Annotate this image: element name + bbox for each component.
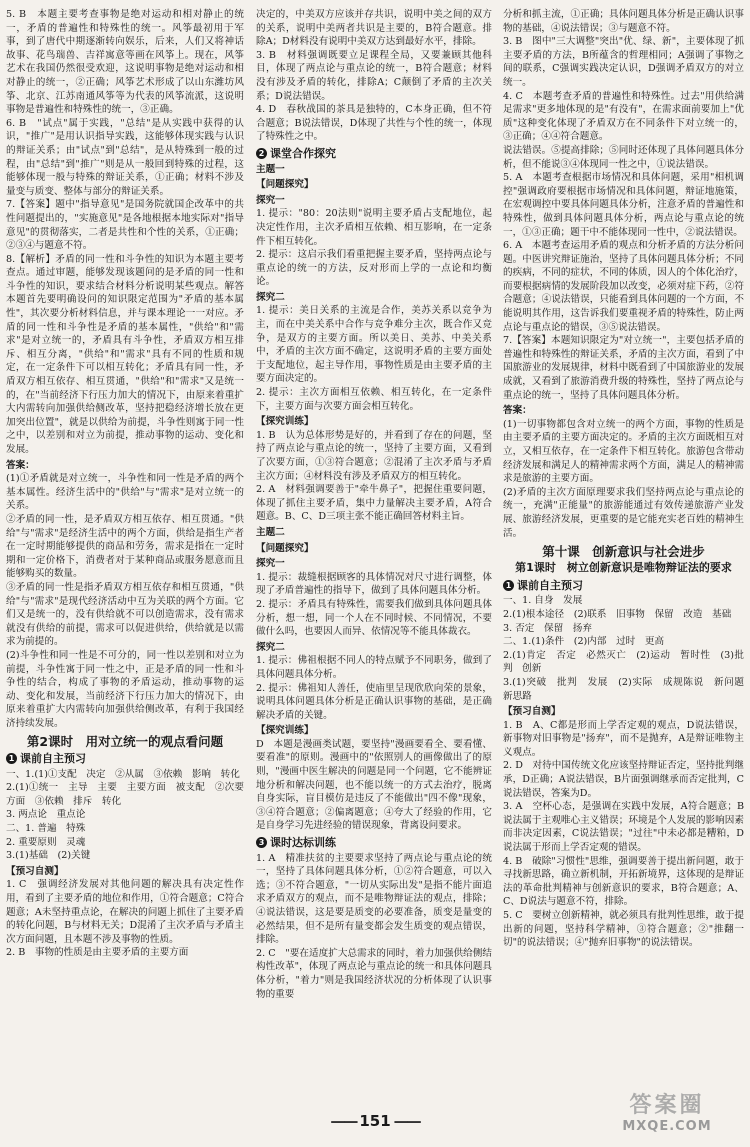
answer-item: 分析和抓主流，①正确；具体问题具体分析是正确认识事物的基础，④说法错误；③与题意不符。: [503, 9, 744, 34]
answer-item: 2. C "要在适度扩大总需求的同时，着力加强供给侧结构性改革"，体现了两点论与重点论的统一和具体问题具体分析，"着力"则是我国经济状况的分析体现了认识事物的重要: [256, 947, 492, 1000]
answer-label: 答案：: [503, 405, 532, 417]
watermark-url: MXQE.COM: [622, 1119, 712, 1134]
answer-item: 2. 提示：矛盾具有特殊性，需要我们做到具体问题具体分析，想一想，同一个人在不同时候、不同情况，不要做什么吗，也要因人而异、依情况等不能具体裁衣。: [256, 598, 492, 638]
topic-heading: 主题二: [256, 526, 285, 538]
answer-item: 6. A 本题考查运用矛盾的观点和分析矛盾的方法分析问题。中医讲究辩证施治，坚持了具体问题具体分析；不同的疾病，不同的症状，不同的体质，因人的个体化治疗，而要根据病情的发展阶段加以改变，必须对症下药，②符合题意；④说法错误，只能看到具体问题的一个方面，不能说明其作用，这告诉我们要重视矛盾的特殊性，防止两点论与重点论的错误，③⑤说法错误。: [503, 240, 744, 333]
answer-item: 5. B 本题主要考查事物是绝对运动和相对静止的统一，矛盾的普遍性和特殊性的统一。风筝最初用于军事，到了唐代中期逐渐转向娱乐，后来，人们又将神话故事、花鸟瑞兽、吉祥寓意等画在风筝上。现在，风筝艺术在我国仍然很受欢迎，这说明事物是绝对运动和相对静止的统一，②正确；风筝艺术形成了以山东潍坊风筝、北京、江苏南通风筝等为代表的风筝流派，这说明事物是普遍性和特殊性的统一，③正确。: [6, 9, 244, 116]
answer-item: (2)矛盾的主次方面原理要求我们坚持两点论与重点论的统一，充满"正能量"的旅游能通过有效传递旅游产业发展、旅游经济发展，更重要的是它能充实老百姓的精神生活。: [503, 486, 744, 539]
lesson-title: 第2课时 用对立统一的观点看问题: [26, 734, 224, 750]
preview-line: 2. 重要原则 灵魂: [6, 836, 86, 848]
column-left: [6, 8, 244, 1110]
answer-item: 决定的，中美双方应该并存共识，说明中美之间的双方的关系，说明中美两者共识是主要的，B符合题意。排除A；D材料没有说明中美双方达到最好水平，排除。: [256, 9, 492, 48]
answer-item: 4. D 春秋战国的茶具是独特的，C本身正确，但不符合题意；B说法错误，D体现了共性与个性的统一，体现了特殊性之中。: [256, 104, 492, 143]
answer-item: 3. B 材料强调既要立足课程全局，又要兼顾其他科目，体现了两点论与重点论的统一，B符合题意；材料没有涉及矛盾的转化，排除A；C颠倒了矛盾的主次关系；D说法错误。: [256, 49, 492, 102]
section-number-icon: 1: [6, 753, 17, 764]
watermark-logo: 答案圈: [629, 1093, 705, 1118]
subheading: 【问题探究】: [256, 542, 314, 554]
explore-label: 探究一: [256, 194, 285, 206]
subheading: 【探究训练】: [256, 416, 314, 428]
preview-line: 3. 两点论 重点论: [6, 809, 86, 821]
preview-line: 2.(1)①统一 主导 主要 主要方面 被支配 ②次要方面 ③依赖 排斥 转化: [6, 782, 244, 807]
section-heading: 3 课时达标训练: [256, 836, 492, 850]
answer-item: (1)一切事物都包含对立统一的两个方面，事物的性质是由主要矛盾的主要方面决定的。矛盾的主次方面既相互对立，又相互依存，在一定条件下相互转化。旅游包含带动经济发展和满足人的精神需求两个方面，满足人的精神需求是旅游的主要方面。: [503, 418, 744, 485]
answer-label: 答案：: [6, 459, 35, 471]
answer-item: 5. C 要树立创新精神，就必须具有批判性思维，敢于提出新的问题，坚持科学精神，③符合题意；②"推翻一切"的说法错误；④"抛弃旧事物"的说法错误。: [503, 910, 744, 949]
section-heading: 2 课堂合作探究: [256, 147, 492, 161]
answer-item: 2. B 事物的性质是由主要矛盾的主要方面: [6, 947, 189, 959]
answer-item: 2. 提示：佛祖知人善任，使庙里呈现欣欣向荣的景象，说明具体问题具体分析是正确认识事物的基础，是正确解决矛盾的关键。: [256, 682, 492, 721]
watermark: [592, 1093, 742, 1141]
answer-item: ②矛盾的同一性，是矛盾双方相互依存、相互贯通。"供给"与"需求"是经济生活中的两个方面，供给是指生产者在一定时期能够提供的商品和劳务，需求是指在一定时期和一定价格下，消费者对于某种商品或服务愿意而且能够购买的数量。: [6, 513, 244, 580]
answer-item: 4. B 破除"习惯性"思维，强调要善于提出新问题，敢于寻找新思路，确立新机制，开拓新境界，这体现的是辩证法的革命批判精神与创新意识的要求，B符合题意；A、C、D说法与题意不符，排除。: [503, 855, 744, 908]
subheading: 【探究训练】: [256, 725, 314, 737]
answer-item: 说法错误。⑤提高排除；⑤同时还体现了具体问题具体分析，但不能说③④体现同一性之中，①说法错误。: [503, 144, 744, 170]
preview-line: 二、1.(1)条件 (2)内部 过时 更高: [503, 636, 665, 648]
answer-item: 1. A 精准扶贫的主要要求坚持了两点论与重点论的统一，坚持了具体问题具体分析，①②符合题意，可以入选；③不符合题意，"一切从实际出发"是指不能片面追求矛盾双方的观点，而不是唯物辩证法的观点，排除；④说法错误，这是要是质变的必要准备，质变是量变的必然结果，但不是所有量变都会发生质变的观点错误，排除。: [256, 852, 492, 946]
answer-item: 2. A 材料强调要善于"牵牛鼻子"，把握住重要问题，体现了抓住主要矛盾，集中力量解决主要矛盾，A符合题意。B、C、D三项主张不能正确回答材料主旨。: [256, 484, 492, 523]
topic-heading: 主题一: [256, 163, 285, 175]
answer-item: 1. B 认为总体形势是好的，并看到了存在的问题，坚持了两点论与重点论的统一，坚持了主要方面，又看到了次要方面，①③符合题意；②混淆了主次矛盾与矛盾主次方面；④材料没有涉及矛盾双方的相互转化。: [256, 429, 492, 482]
answer-item: 3. B 图中"三大调整"突出"优、绿、新"，主要体现了抓主要矛盾的方法，B所蕴含的哲理相同；A强调了事物之间的联系，C强调实践决定认识，D强调矛盾双方的对立统一。: [503, 36, 744, 88]
answer-item: 1. 提示：佛祖根据不同人的特点赋予不同职务，做到了具体问题具体分析。: [256, 655, 492, 680]
preview-line: 3.(1)突破 批判 发展 (2)实际 成规陈说 新问题 新思路: [503, 676, 744, 702]
explore-label: 探究一: [256, 558, 285, 570]
subheading: 【预习自测】: [503, 706, 561, 718]
preview-line: 二、1. 普遍 特殊: [6, 823, 86, 835]
preview-line: 一、1.(1)①支配 决定 ②从属 ③依赖 影响 转化: [6, 768, 240, 780]
section-heading: 1 课前自主预习: [503, 579, 744, 593]
section-number-icon: 1: [503, 580, 514, 591]
section-heading: 1 课前自主预习: [6, 752, 244, 766]
preview-line: 2.(1)肯定 否定 必然灭亡 (2)运动 暂时性 (3)批判 创新: [503, 649, 744, 675]
answer-item: 2. 提示：这启示我们看重把握主要矛盾，坚持两点论与重点论的统一的方法，反对形而上学的一点论和均衡论。: [256, 249, 492, 288]
preview-line: 3.(1)基础 (2)关键: [6, 850, 91, 862]
column-right: [503, 8, 744, 1110]
lesson-title: 第1课时 树立创新意识是唯物辩证法的要求: [515, 560, 732, 574]
preview-line: 3. 否定 保留 扬弃: [503, 622, 592, 634]
answer-item: 8.【解析】矛盾的同一性和斗争性的知识为本题主要考查点。通过审题，能够发现该题问的是矛盾的同一性和斗争性的知识，要求结合材料分析说明某些观点。解答本题首先要明确设问的知识限定范围为"矛盾的基本属性"，其次要分析材料信息，并与课本理论一一对应。矛盾的同一性和斗争性是矛盾的基本属性，"供给"和"需求"是对立统一的，矛盾具有斗争性，矛盾双方相互排斥、相互分离，"供给"和"需求"具有不同的性质和规定，在一定条件下可以相互转化；矛盾具有同一性，矛盾双方相互依存、相互贯通，"供给"和"需求"又是统一的，在"当前经济下行压力加大的情况下，由原来着重扩大内需转向加强供给侧改革，坚持把稳经济增长放在更加突出位置"，就是以供给为前提，斗争性则寓于同一性之中，以差别和对立为前提，推动事物的运动、变化和发展。: [6, 253, 244, 455]
preview-line: 2.(1)根本途径 (2)联系 旧事物 保留 改造 基础: [503, 608, 732, 620]
answer-item: 7.【答案】本题知识限定为"对立统一"，主要包括矛盾的普遍性和特殊性的辩证关系，矛盾的主次方面，看到了中国旅游业的发展规律，材料中既看到了中国旅游业的发展成就，又看到了旅游消费升级的特殊性，坚持了两点论与重点论的统一，坚持了具体问题具体分析。: [503, 335, 744, 401]
page-number: —— 151 ——: [0, 1112, 750, 1130]
preview-line: 一、1. 自身 发展: [503, 595, 583, 607]
answer-item: (2)斗争性和同一性是不可分的，同一性以差别和对立为前提，斗争性寓于同一性之中，正是矛盾的同一性和斗争性的结合，构成了事物的矛盾运动，推动事物的运动、变化和发展，当前经济下行压力加大的情况下，由原来着重扩大内需转向加强供给侧改革，有利于我国经济持续发展。: [6, 649, 244, 729]
answer-item: D 本题是漫画类试题，要坚持"漫画要看全、要看懂、要看准"的原则。漫画中的"依照别人的画像做出了的原则，"漫画中医生解决的问题是同一个问题，它不能辨证地分析和解决问题，也不能以统一的方式去治疗，脱离自身实际，盲目模仿是违反了不能做出"四不像"现象，③④符合题意；②偏离题意；④夸大了经验的作用，它是自身学习先进经验的错误现象，背离设问要求。: [256, 738, 492, 832]
answer-item: 1. 提示：美日关系的主流是合作，美苏关系以竞争为主，而在中美关系中合作与竞争难分主次，既合作又竞争，是双方的主要方面。所以美日、美苏、中美关系中，矛盾的主次方面不确定，这说明矛盾的主要方面处于支配地位，起主导作用，事物性质是由主要矛盾的主要方面决定的。: [256, 305, 492, 385]
answer-item: 7.【答案】题中"指导意见"是国务院就国企改革中的共性问题提出的，"实施意见"是各地根据本地实际对"指导意见"的贯彻落实，二者是共性和个性的关系，①正确；②③④与题意不符。: [6, 199, 244, 252]
answer-item: 4. C 本题考查矛盾的普遍性和特殊性。过去"用供给满足需求"更多地体现的是"有没有"，在需求面前要加上"优质"这种变化体现了矛盾双方在不同条件下对立统一的，③正确；④④符合题意。: [503, 90, 744, 143]
section-number-icon: 2: [256, 148, 267, 159]
answer-item: 2. D 对待中国传统文化应该坚持辩证否定，坚持批判继承，D正确；A说法错误，B片面强调继承而否定批判，C说法错误，答案为D。: [503, 760, 744, 799]
answer-item: 2. 提示：主次方面相互依赖、相互转化，在一定条件下，主要方面与次要方面会相互转化。: [256, 387, 492, 412]
explore-label: 探究二: [256, 641, 285, 653]
explore-label: 探究二: [256, 291, 285, 303]
answer-item: 1. C 强调经济发展对其他问题的解决具有决定性作用，看到了主要矛盾的地位和作用，①符合题意；C符合题意；A未坚持重点论，在解决的问题上抓住了主要矛盾的转化问题，B与材料无关；D混淆了主次矛盾与矛盾主次方面问题，且本题不涉及事物的性质。: [6, 879, 244, 945]
answer-item: 6. B "试点"属于实践，"总结"是从实践中获得的认识，"推广"是用认识指导实践，这能够体现实践与认识的辩证关系；由"试点"到"总结"，是从特殊到一般的过程，由"总结"到"推广"则是从一般回到特殊的过程，这能够体现一般与特殊的辩证关系，①正确；材料不涉及量变与质变、整体与部分的辩证关系。: [6, 117, 244, 197]
answer-item: (1)①矛盾就是对立统一，斗争性和同一性是矛盾的两个基本属性。经济生活中的"供给"与"需求"是对立统一的关系。: [6, 473, 244, 512]
column-middle: [256, 8, 492, 1110]
answer-item: ③矛盾的同一性是指矛盾双方相互依存和相互贯通，"供给"与"需求"是现代经济活动中互为关联的两个方面。它们又是统一的，没有供给就不可以创造需求，没有需求就没有供给的前提，需求可以促进供给，供给就是以需求为前提的。: [6, 581, 244, 648]
answer-item: 1. 提示："80：20法则"说明主要矛盾占支配地位，起决定性作用，主次矛盾相互依赖、相互影响，在一定条件下相互转化。: [256, 208, 492, 247]
answer-item: 5. A 本题考查根据市场情况和具体问题，采用"相机调控"强调政府要根据市场情况和具体问题，辩证地施策，在宏观调控中要具体问题具体分析，注意矛盾的普遍性和特殊性，做到具体问题具体分析，两点论与重点论的统一，①③正确；题干中不能体现同一性中，②说法错误。: [503, 172, 744, 238]
subheading: 【问题探究】: [256, 179, 314, 191]
answer-item: 1. B A、C都是形而上学否定观的观点，D说法错误，新事物对旧事物是"扬弃"，而不是抛弃，A是辩证唯物主义观点。: [503, 719, 744, 758]
section-number-icon: 3: [256, 837, 267, 848]
answer-item: 3. A 空杯心态，是强调在实践中发展，A符合题意；B说法属于主观唯心主义错误；环境是个人发展的影响因素而非决定因素，C说法错误；"过往"中未必都是糟粕，D说法属于形而上学否定观的错误。: [503, 801, 744, 854]
answer-item: 1. 提示：裁缝根据顾客的具体情况对尺寸进行调整，体现了矛盾普遍性的指导下，做到了具体问题具体分析。: [256, 571, 492, 597]
subheading: 【预习自测】: [6, 865, 64, 877]
chapter-title: 第十课 创新意识与社会进步: [542, 544, 705, 560]
